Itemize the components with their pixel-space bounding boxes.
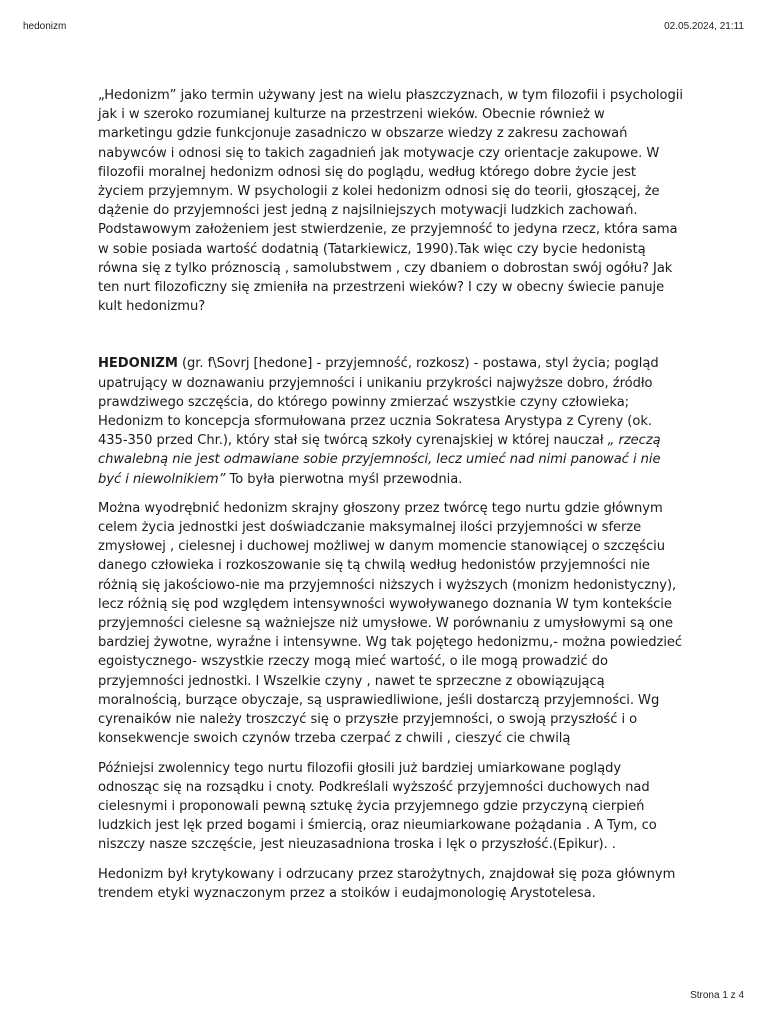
definition-paragraph [98, 354, 683, 488]
intro-paragraph: „Hedonizm” jako termin używany jest na wielu płaszczyznach, w tym filozofii i psychologii jak i w szeroko rozumianej kulturze na przestrzeni wieków. Obecnie również w marketingu gdzie funkcjonuje zasadniczo w obszarze wiedzy z zakresu zachowań nabywców i odnosi się to takich zagadnień jak motywacje czy orientacje zakupowe. W filozofii moralnej hedonizm odnosi się do poglądu, według którego dobre życie jest życiem przyjemnym. W psychologii z kolei hedonizm odnosi się do teorii, głoszącej, że dążenie do przyjemności jest jedną z najsilniejszych motywacji ludzkich zachowań. Podstawowym założeniem jest stwierdzenie, ze przyjemność to jedyna rzecz, która sama w sobie posiada wartość dodatnią (Tatarkiewicz, 1990).Tak więc czy bycie hedonistą równa się z tylko próznoscią , samolubstwem , czy dbaniem o dobrostan swój ogółu? Jak ten nurt filozoficzny się zmieniła na przestrzeni wieków? I czy w obecny świecie panuje kult hedonizmu? [98, 88, 683, 315]
body-paragraph-later-followers: Późniejsi zwolennicy tego nurtu filozofii głosili już bardziej umiarkowane poglądy odnosząc się na rozsądku i cnoty. Podkreślali wyższość przyjemności duchowych nad cielesnymi i proponowali pewną sztukę życia przyjemnego gdzie przyczyną cierpień ludzkich jest lęk przed bogami i śmiercią, oraz nieumiarkowane pożądania . A Tym, co niszczy nasze szczęście, jest nieuzasadniona troska i lęk o przyszłość.(Epikur). . [98, 760, 657, 853]
definition-text: (gr. f\Sovrj [hedone] - przyjemność, rozkosz) - postawa, styl życia; pogląd upatrujący w doznawaniu przyjemności i unikaniu przykrości najwyższe dobro, źródło prawdziwego szczęścia, do którego powinny zmierzać wszystkie czyny człowieka; Hedonizm to koncepcja sformułowana przez ucznia Sokratesa Arystypa z Cyreny (ok. 435-350 przed Chr.), który stał się twórcą szkoły cyrenajskiej w której nauczał [98, 356, 659, 449]
print-datetime: 02.05.2024, 21:11 [664, 21, 744, 32]
definition-quote: „ rzeczą chwalebną nie jest odmawiane sobie przyjemności, lecz umieć nad nimi panować i nie być i niewolnikiem” [98, 433, 661, 487]
document-title: hedonizm [23, 21, 67, 32]
document-body [98, 86, 683, 913]
body-paragraph-criticism: Hedonizm był krytykowany i odrzucany przez starożytnych, znajdował się poza głównym trendem etyki wyznaczonym przez a stoików i eudajmonologię Arystotelesa. [98, 866, 676, 901]
body-paragraph-extreme-hedonism: Można wyodrębnić hedonizm skrajny głoszony przez twórcę tego nurtu gdzie głównym celem życia jednostki jest doświadczanie maksymalnej ilości przyjemności w sferze zmysłowej , cielesnej i duchowej możliwej w danym momencie stanowiącej o szczęściu danego człowieka i rozkoszowanie się tą chwilą według hedonistów przyjemności nie różnią się jakościowo-nie ma przyjemności niższych i wyższych (monizm hedonistyczny), lecz różnią się pod względem intensywności wywoływanego doznania W tym kontekście przyjemności cielesne są ważniejsze niż umysłowe. W porównaniu z umysłowymi są one bardziej żywotne, wyraźne i intensywne. Wg tak pojętego hedonizmu,- można powiedzieć egoistycznego- wszystkie rzeczy mogą mieć wartość, o ile mogą prowadzić do przyjemności jednostki. I Wszelkie czyny , nawet te sprzeczne z obowiązującą moralnością, burzące obyczaje, są usprawiedliwione, jeśli dostarczą przyjemności. Wg cyrenaików nie należy troszczyć się o przyszłe przyjemności, o swoją przyszłość i o konsekwencje swoich czynów trzeba czerpać z chwili , cieszyć cie chwilą [98, 500, 683, 747]
page-header [23, 21, 744, 35]
page-number: Strona 1 z 4 [690, 990, 744, 1001]
definition-term: HEDONIZM [98, 356, 178, 372]
definition-text-after: To była pierwotna myśl przewodnia. [225, 471, 463, 487]
